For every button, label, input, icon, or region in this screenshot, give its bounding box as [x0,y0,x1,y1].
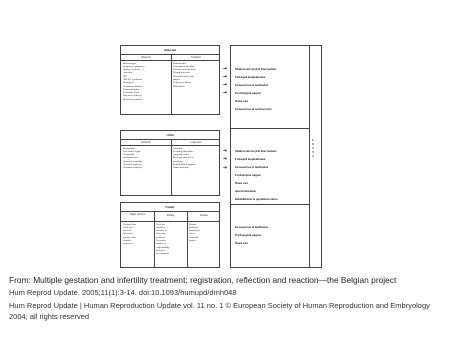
outcome-item: Home care [235,242,248,245]
maternal-box [120,45,220,115]
arrow-icon: ➔ [223,66,228,72]
child-longterm-item: Rehabilitation support [173,162,196,166]
family-col-divider-2 [187,211,188,267]
family-col-single: Single survivor [129,212,146,216]
maternal-obstetric-item: PIH [123,74,128,78]
maternal-obstetric-item: HELLP- syndrome [123,77,143,81]
family-col-sibling: Sibling [166,214,175,217]
family-parents-item: problems [189,225,199,229]
arrow-icon: ➔ [223,82,228,88]
maternal-obstetric-item: Operative delivery [123,94,142,98]
outcomes-divider-1 [231,128,309,129]
family-parents-item: strains [189,238,196,242]
family-title: Family [165,205,175,209]
caption-rights: 2004; all rights reserved [9,312,90,321]
family-parents-item: Financial [189,235,199,239]
outcome-item: Special education [235,190,256,193]
outcome-item: Medical and surgical interventions [235,68,277,71]
maternal-obstetric-item: Miscarriages [123,61,136,65]
outcome-item: Psychological support [235,92,262,95]
maternal-obstetric-item: Gestational diabetes [123,84,144,88]
maternal-perinatal-item: Depressive illness [173,81,192,85]
child-perinatal-item: Neonatal asphyxia [123,162,142,166]
family-sibling-item: development [156,252,169,256]
outcome-item: Medical and surgical interventions [235,150,277,153]
child-perinatal-item: malformations [123,156,138,160]
child-perinatal-item: Neonatal mortality [123,166,142,170]
child-longterm-item: handicaps [173,159,183,163]
child-longterm-list [173,147,195,170]
outcomes-divider-2 [231,204,309,205]
family-parents-item: Marital [189,222,197,226]
outcome-item: Home care [235,100,248,103]
family-sibling-item: Need for [156,222,165,226]
child-perinatal-item: Prematurity [123,146,135,150]
child-perinatal-list [123,147,142,170]
maternal-obstetric-item: Maternal mortality [123,97,142,101]
maternal-perinatal-item: Endometritis [173,61,186,65]
maternal-obstetric-item: Eclampsia [123,81,134,85]
family-sibling-item: burden of [156,242,166,246]
child-longterm-item: Learning difficulties [173,149,194,153]
child-col-longterm: Long-term [190,140,202,144]
maternal-perinatal-item: fatigue [173,77,180,81]
arrow-icon: ➔ [223,90,228,96]
child-col-perinatal: Perinatal [141,140,151,144]
family-single-item: responses [123,242,133,246]
child-perinatal-item: Perinatal morbidity [123,159,143,163]
family-parents-item: Emotional [189,229,200,233]
outcome-item: Home care [235,182,248,185]
family-sibling-item: Excessive [156,238,166,242]
family-parents-list [189,223,199,243]
child-title: Child [166,133,174,137]
child-longterm-item: Moderate and severe [173,156,194,160]
outcome-item: Increased use of medication [235,84,269,87]
family-col-parents: Parents [200,214,208,217]
family-sibling-item: Delayed [156,248,165,252]
costs-letter: S [312,147,314,150]
maternal-obstetric-item: Polyhydramnios [123,87,140,91]
outcome-item: Increased use of medication [235,226,269,229]
outcomes-box [230,45,322,268]
family-sibling-item: Increase in [156,229,167,233]
child-longterm-item: Infant mortality [173,166,189,170]
caption-citation: Hum Reprod Update. 2005;11(1):3-14. doi:10.1093/humupd/dmh048 [9,288,237,297]
outcome-item: Increased use of medication [235,166,269,169]
family-single-item: parents with [123,235,136,239]
outcome-item: Psychological support [235,234,262,237]
child-longterm-item: Disability [173,146,183,150]
child-col-divider [171,139,172,195]
maternal-perinatal-item: Emotional stress and [173,74,194,78]
family-box [120,202,220,268]
costs-letter: C [311,139,315,142]
maternal-perinatal-item: Child abuse [173,84,185,88]
maternal-perinatal-item: Urinary tract infection [173,68,196,72]
outcome-item: Psychological support [235,174,262,177]
costs-letter: S [312,155,314,158]
family-single-item: Guilt over [123,225,134,229]
arrow-icon: ➔ [223,156,228,162]
maternal-title: Maternal [163,48,177,52]
maternal-perinatal-item: Wound infection [173,71,190,75]
caption-copyright: Hum Reprod Update | Human Reproduction Update vol. 11 no. 1 © European Society of Human Reproduction and Embryology [9,301,430,310]
arrow-icon: ➔ [223,165,228,171]
maternal-perinatal-list [173,62,195,88]
family-sibling-item: responsibility [156,245,170,249]
child-perinatal-item: Congenital [123,153,134,157]
maternal-col-perinatal: Perinatal [191,55,201,59]
family-sibling-list [156,223,170,256]
family-parents-item: stress [189,232,195,236]
outcome-item: Prolonged hospitalisation [235,76,266,79]
family-sibling-item: problems [156,235,166,239]
maternal-obstetric-list [123,62,144,102]
costs-letter: T [312,151,314,154]
costs-letter: O [311,143,315,146]
family-col-divider-1 [154,211,155,267]
maternal-obstetric-item: (nausea, oedema …) [123,68,144,72]
maternal-col-obstetric: Obstetric [141,55,151,59]
maternal-perinatal-item: Post-partum bleeding [173,64,195,68]
costs-label [310,139,316,159]
family-single-list [123,223,136,246]
outcome-item: Increased use of social services [235,108,272,111]
child-longterm-item: Language delay [173,153,189,157]
family-single-item: negative [123,238,132,242]
maternal-obstetric-item: Premature labor [123,91,140,95]
child-perinatal-item: Low birth weight [123,149,141,153]
child-box [120,130,220,196]
family-single-item: survival [123,229,132,233]
family-sibling-item: attention [156,225,165,229]
family-single-item: Bereaved [123,232,133,236]
outcome-item: Rehabilitation in specialised centres [235,198,278,201]
caption-source: From: Multiple gestation and infertility treatment: registration, reflection and reaction—the Belgian project [9,275,397,285]
maternal-col-divider [171,54,172,114]
arrow-icon: ➔ [223,74,228,80]
maternal-obstetric-item: Anaemia [123,71,133,75]
family-single-item: Personal loss [123,222,137,226]
arrow-icon: ➔ [223,148,228,154]
family-sibling-item: behaviour [156,232,166,236]
outcome-item: Prolonged hospitalisation [235,158,266,161]
maternal-obstetric-item: Pregnancy symptoms [123,64,145,68]
figure-panel [120,45,322,280]
